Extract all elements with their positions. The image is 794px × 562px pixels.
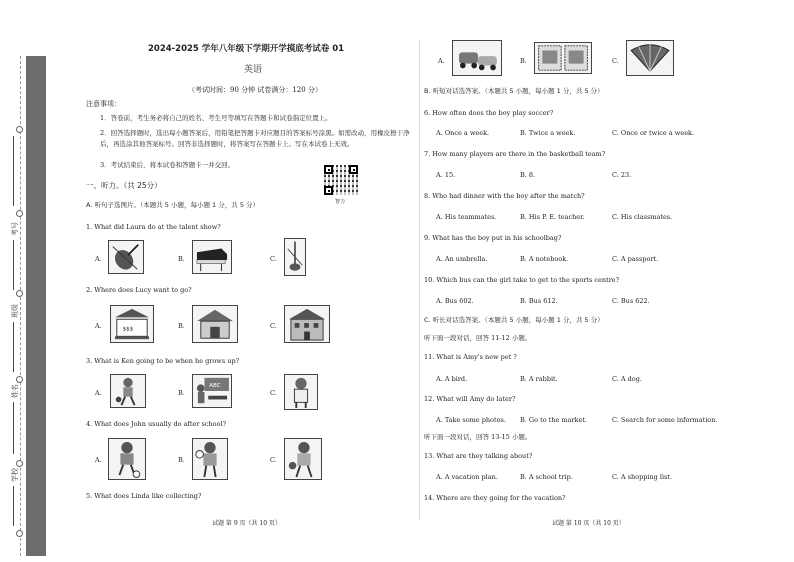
- question-12: 12. What will Amy do later?: [424, 395, 516, 403]
- q1-option-c[interactable]: C.: [270, 255, 277, 263]
- question-7: 7. How many players are there in the basketball team?: [424, 150, 606, 158]
- qr-corner: [349, 165, 358, 174]
- field-line: [13, 322, 14, 372]
- column-divider: [419, 40, 420, 520]
- q9-option-c[interactable]: C. A passport.: [612, 255, 659, 263]
- section-listening: 一、听力。（共 25分）: [86, 181, 162, 190]
- q1-option-b[interactable]: B.: [178, 255, 185, 263]
- q3-option-a[interactable]: A.: [95, 389, 102, 397]
- binding-hole: [16, 376, 23, 383]
- q7-option-c[interactable]: C. 23.: [612, 171, 632, 179]
- q8-option-a[interactable]: A. His teammates.: [436, 213, 497, 221]
- q13-option-c[interactable]: C. A shopping list.: [612, 473, 673, 481]
- field-label-class: 班级: [11, 304, 19, 318]
- q11-option-b[interactable]: B. A rabbit.: [520, 375, 558, 383]
- field-line: [13, 402, 14, 454]
- basketball-picture: [284, 438, 322, 480]
- q4-option-c[interactable]: C.: [270, 456, 277, 464]
- q6-option-b[interactable]: B. Twice a week.: [520, 129, 576, 137]
- question-14: 14. Where are they going for the vacation?: [424, 494, 566, 502]
- exam-info: （考试时间：90 分钟 试卷满分：120 分）: [188, 86, 322, 94]
- question-3: 3. What is Ken going to be when he grows up?: [86, 357, 240, 365]
- binding-hole: [16, 210, 23, 217]
- q11-option-a[interactable]: A. A bird.: [436, 375, 468, 383]
- notice-item: 1．答卷前，考生务必将自己的姓名、考生号等填写在答题卡和试卷指定位置上。: [100, 114, 332, 122]
- part-a-heading: A. 听句子选图片。（本题共 5 小题，每小题 1 分，共 5 分）: [86, 201, 260, 209]
- q5-option-a[interactable]: A.: [438, 57, 445, 65]
- athlete-boy-picture: [110, 374, 146, 408]
- q7-option-b[interactable]: B. 8.: [520, 171, 536, 179]
- q3-option-c[interactable]: C.: [270, 389, 277, 397]
- q10-option-b[interactable]: B. Bus 612.: [520, 297, 558, 305]
- football-picture: [108, 438, 146, 480]
- page-footer: 试题 第 9 页（共 10 页）: [212, 520, 281, 527]
- svg-text:ABC: ABC: [209, 383, 221, 390]
- dialog-instruction-1: 听下面一段对话，回答 11-12 小题。: [424, 334, 532, 342]
- question-10: 10. Which bus can the girl take to get to the sports centre?: [424, 276, 620, 284]
- stamps-picture: [534, 42, 592, 74]
- part-b-heading: B. 听短对话选答案。（本题共 5 小题，每小题 1 分，共 5 分）: [424, 87, 604, 95]
- q10-option-a[interactable]: A. Bus 602.: [436, 297, 474, 305]
- question-1: 1. What did Laura do at the talent show?: [86, 223, 221, 231]
- field-label-school: 学校: [11, 468, 19, 482]
- q9-option-b[interactable]: B. A notebook.: [520, 255, 569, 263]
- question-11: 11. What is Amy's new pet ?: [424, 353, 517, 361]
- q11-option-c[interactable]: C. A dog.: [612, 375, 642, 383]
- toy-cars-picture: [452, 40, 502, 76]
- notice-item: 2．回答选择题时，选出每小题答案后，用铅笔把答题卡对应题目的答案标号涂黑。如需改动，用橡皮擦干净后，再选涂其他答案标号。回答非选择题时，将答案写在答题卡上。写在本试卷上无效。: [100, 129, 410, 148]
- q7-option-a[interactable]: A. 15.: [436, 171, 456, 179]
- question-5: 5. What does Linda like collecting?: [86, 492, 202, 500]
- qr-corner: [324, 186, 333, 195]
- binding-hole: [16, 290, 23, 297]
- q12-option-c[interactable]: C. Search for some information.: [612, 416, 718, 424]
- q4-option-a[interactable]: A.: [95, 456, 102, 464]
- dialog-instruction-2: 听下面一段对话，回答 13-15 小题。: [424, 433, 532, 441]
- q10-option-c[interactable]: C. Bus 622.: [612, 297, 650, 305]
- field-label-name: 姓名: [11, 384, 19, 398]
- q6-option-a[interactable]: A. Once a week.: [436, 129, 490, 137]
- binding-bar: [26, 56, 46, 556]
- notice-heading: 注意事项：: [86, 100, 121, 108]
- q12-option-a[interactable]: A. Take some photos.: [436, 416, 506, 424]
- binding-hole: [16, 530, 23, 537]
- page-footer: 试题 第 10 页（共 10 页）: [552, 520, 625, 527]
- bank-picture: [110, 305, 154, 343]
- q12-option-b[interactable]: B. Go to the market.: [520, 416, 587, 424]
- q3-option-b[interactable]: B.: [178, 389, 185, 397]
- q4-option-b[interactable]: B.: [178, 456, 185, 464]
- q8-option-c[interactable]: C. His classmates.: [612, 213, 673, 221]
- field-label-id: 考号: [11, 222, 19, 236]
- volleyball-picture: [192, 438, 228, 480]
- q2-option-a[interactable]: A.: [95, 322, 102, 330]
- q9-option-a[interactable]: A. An umbrella.: [436, 255, 488, 263]
- binding-hole: [16, 460, 23, 467]
- notice-item: 3．考试结束后，将本试卷和答题卡一并交回。: [100, 161, 235, 169]
- binding-hole: [16, 126, 23, 133]
- q5-option-c[interactable]: C.: [612, 57, 619, 65]
- qr-corner: [324, 165, 333, 174]
- part-c-heading: C. 听长对话选答案。（本题共 5 小题，每小题 1 分，共 5 分）: [424, 316, 604, 324]
- q5-option-b[interactable]: B.: [520, 57, 527, 65]
- binding-strip: [8, 40, 42, 560]
- erhu-picture: [284, 238, 306, 276]
- fan-picture: [626, 40, 674, 76]
- field-line: [13, 136, 14, 206]
- field-line: [13, 240, 14, 290]
- q13-option-b[interactable]: B. A school trip.: [520, 473, 573, 481]
- q8-option-b[interactable]: B. His P. E. teacher.: [520, 213, 585, 221]
- qr-label: 智力: [335, 199, 346, 205]
- exam-subject: 英语: [244, 65, 263, 75]
- question-4: 4. What does John usually do after school?: [86, 420, 227, 428]
- question-9: 9. What has the boy put in his schoolbag?: [424, 234, 562, 242]
- question-13: 13. What are they talking about?: [424, 452, 533, 460]
- piano-picture: [192, 240, 232, 274]
- question-8: 8. Who had dinner with the boy after the match?: [424, 192, 585, 200]
- question-2: 2. Where does Lucy want to go?: [86, 286, 192, 294]
- violin-picture: [108, 240, 144, 274]
- teacher-picture: [192, 374, 232, 408]
- q2-option-c[interactable]: C.: [270, 322, 277, 330]
- doctor-picture: [284, 374, 318, 410]
- svg-text:$$$: $$$: [122, 326, 134, 333]
- q2-option-b[interactable]: B.: [178, 322, 185, 330]
- q13-option-a[interactable]: A. A vacation plan.: [436, 473, 498, 481]
- park-picture: [192, 305, 238, 343]
- exam-title: 2024-2025 学年八年级下学期开学摸底考试卷 01: [148, 44, 345, 54]
- school-picture: [284, 305, 330, 343]
- q1-option-a[interactable]: A.: [95, 255, 102, 263]
- field-line: [13, 486, 14, 526]
- q6-option-c[interactable]: C. Once or twice a week.: [612, 129, 695, 137]
- question-6: 6. How often does the boy play soccer?: [424, 109, 554, 117]
